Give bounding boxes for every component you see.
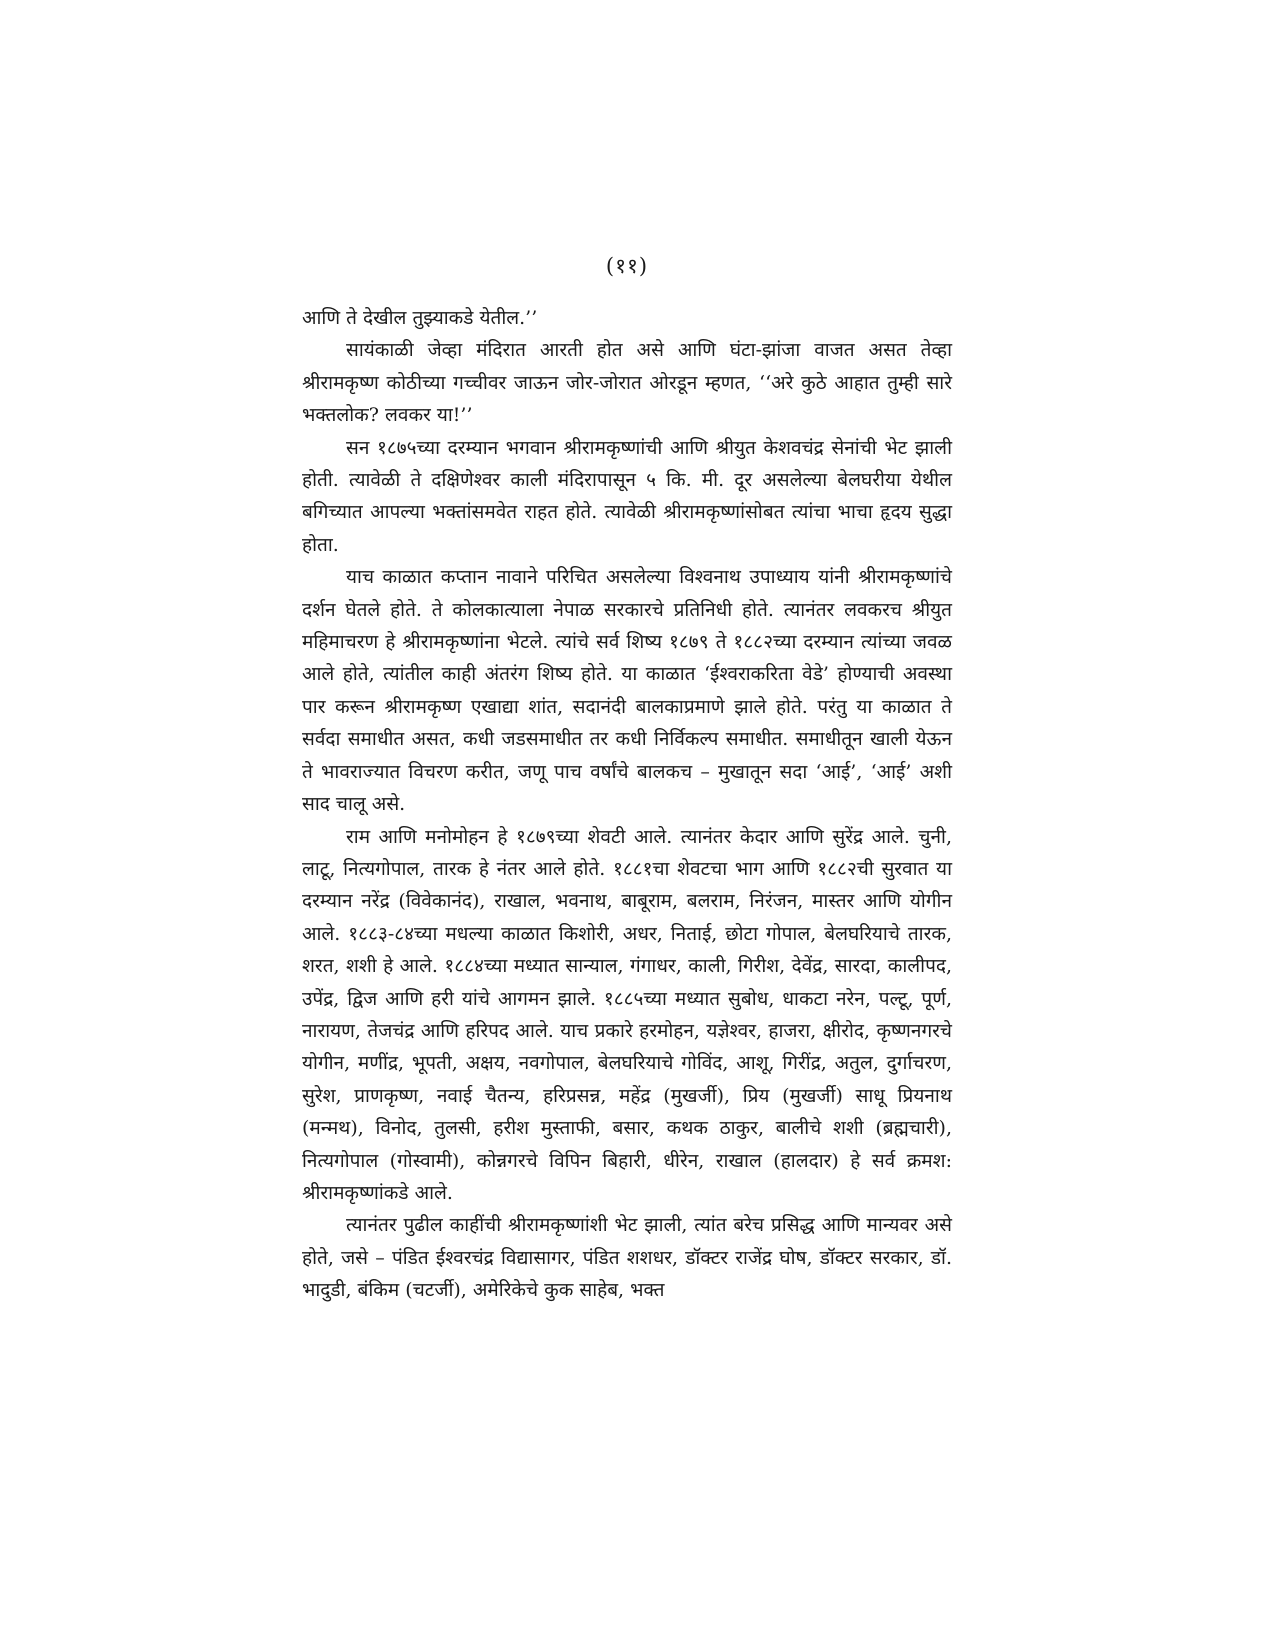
paragraph-4: याच काळात कप्तान नावाने परिचित असलेल्या विश्वनाथ उपाध्याय यांनी श्रीरामकृष्णांचे दर्शन घेतले होते. ते कोलकात्याला नेपाळ सरकारचे प्रतिनिधी होते. त्यानंतर लवकरच श्रीयुत महिमाचरण हे श्रीरामकृष्णांना भेटले. त्यांचे सर्व शिष्य १८७९ ते १८८२च्या दरम्यान त्यांच्या जवळ आले होते, त्यांतील काही अंतरंग शिष्य होते. या काळात ‘ईश्वराकरिता वेडे’ होण्याची अवस्था पार करून श्रीरामकृष्ण एखाद्या शांत, सदानंदी बालकाप्रमाणे झाले होते. परंतु या काळात ते सर्वदा समाधीत असत, कधी जडसमाधीत तर कधी निर्विकल्प समाधीत. समाधीतून खाली येऊन ते भावराज्यात विचरण करीत, जणू पाच वर्षांचे बालकच – मुखातून सदा ‘आई’, ‘आई’ अशी साद चालू असे. bbox=[302, 566, 952, 816]
page-number: (११) bbox=[605, 254, 649, 278]
paragraph-2: सायंकाळी जेव्हा मंदिरात आरती होत असे आणि घंटा-झांजा वाजत असत तेव्हा श्रीरामकृष्ण कोठीच्या गच्चीवर जाऊन जोर-जोरात ओरडून म्हणत, ‘‘अरे कुठे आहात तुम्ही सारे भक्तलोक? लवकर या!’’ bbox=[302, 339, 952, 427]
paragraph-6: त्यानंतर पुढील काहींची श्रीरामकृष्णांशी भेट झाली, त्यांत बरेच प्रसिद्ध आणि मान्यवर असे होते, जसे – पंडित ईश्वरचंद्र विद्यासागर, पंडित शशधर, डॉक्टर राजेंद्र घोष, डॉक्टर सरकार, डॉ. भादुडी, बंकिम (चटर्जी), अमेरिकेचे कुक साहेब, भक्त bbox=[302, 1214, 952, 1302]
document-page bbox=[302, 252, 952, 1307]
paragraph-5: राम आणि मनोमोहन हे १८७९च्या शेवटी आले. त्यानंतर केदार आणि सुरेंद्र आले. चुनी, लाटू, नित्यगोपाल, तारक हे नंतर आले होते. १८८१चा शेवटचा भाग आणि १८८२ची सुरवात या दरम्यान नरेंद्र (विवेकानंद), राखाल, भवनाथ, बाबूराम, बलराम, निरंजन, मास्तर आणि योगीन आले. १८८३-८४च्या मधल्या काळात किशोरी, अधर, निताई, छोटा गोपाल, बेलघरियाचे तारक, शरत, शशी हे आले. १८८४च्या मध्यात सान्याल, गंगाधर, काली, गिरीश, देवेंद्र, सारदा, कालीपद, उपेंद्र, द्विज आणि हरी यांचे आगमन झाले. १८८५च्या मध्यात सुबोध, धाकटा नरेन, पल्टू, पूर्ण, नारायण, तेजचंद्र आणि हरिपद आले. याच प्रकारे हरमोहन, यज्ञेश्वर, हाजरा, क्षीरोद, कृष्णनगरचे योगीन, मणींद्र, भूपती, अक्षय, नवगोपाल, बेलघरियाचे गोविंद, आशू, गिरींद्र, अतुल, दुर्गाचरण, सुरेश, प्राणकृष्ण, नवाई चैतन्य, हरिप्रसन्न, महेंद्र (मुखर्जी), प्रिय (मुखर्जी) साधू प्रियनाथ (मन्मथ), विनोद, तुलसी, हरीश मुस्ताफी, बसार, कथक ठाकुर, बालीचे शशी (ब्रह्मचारी), नित्यगोपाल (गोस्वामी), कोन्नगरचे विपिन बिहारी, धीरेन, राखाल (हालदार) हे सर्व क्रमश: श्रीरामकृष्णांकडे आले. bbox=[302, 825, 952, 1204]
paragraph-1: आणि ते देखील तुझ्याकडे येतील.’’ bbox=[302, 307, 538, 329]
paragraph-3: सन १८७५च्या दरम्यान भगवान श्रीरामकृष्णांची आणि श्रीयुत केशवचंद्र सेनांची भेट झाली होती. त्यावेळी ते दक्षिणेश्वर काली मंदिरापासून ५ कि. मी. दूर असलेल्या बेलघरीया येथील बगिच्यात आपल्या भक्तांसमवेत राहत होते. त्यावेळी श्रीरामकृष्णांसोबत त्यांचा भाचा हृदय सुद्धा होता. bbox=[302, 436, 952, 556]
